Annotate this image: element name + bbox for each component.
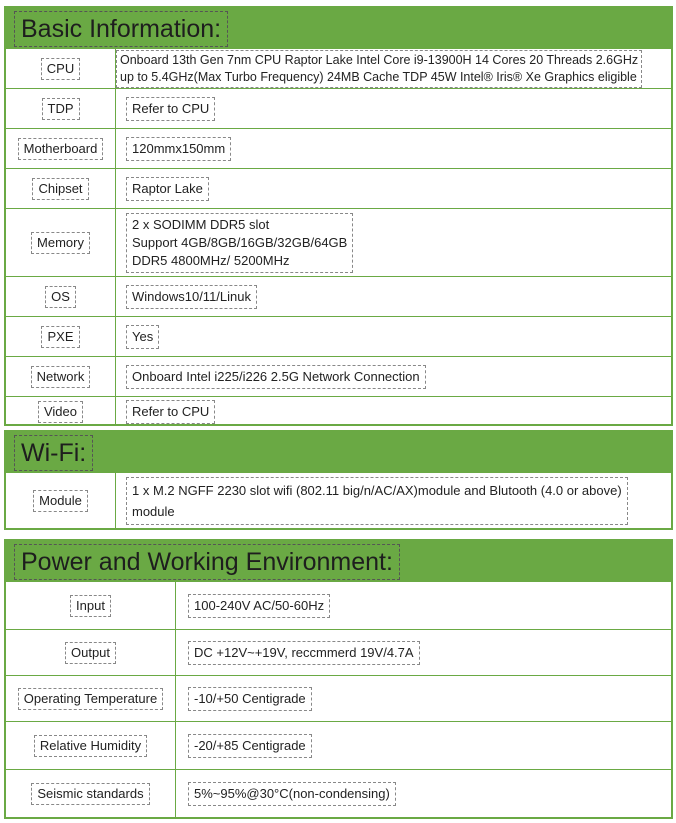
spec-label: Memory (31, 232, 90, 254)
label-cell (6, 582, 176, 629)
spec-row-motherboard (6, 128, 671, 168)
value-cell (116, 169, 671, 208)
spec-row-pxe (6, 316, 671, 356)
spec-row-network (6, 356, 671, 396)
value-cell (116, 49, 671, 88)
label-cell (6, 169, 116, 208)
spec-label: CPU (41, 58, 80, 80)
value-cell (176, 630, 671, 675)
spec-value: Refer to CPU (126, 400, 215, 424)
spec-value-line: up to 5.4GHz(Max Turbo Frequency) 24MB Cache TDP 45W Intel® Iris® Xe Graphics eligible (120, 69, 637, 84)
section-title: Power and Working Environment: (14, 544, 400, 580)
spec-label: Chipset (32, 178, 88, 200)
spec-row-tdp (6, 88, 671, 128)
label-cell (6, 676, 176, 721)
label-cell (6, 129, 116, 168)
value-cell (116, 277, 671, 316)
spec-value: Windows10/11/Linuk (126, 285, 257, 309)
spec-label: Operating Temperature (18, 688, 163, 710)
section-header (6, 8, 671, 48)
label-cell (6, 770, 176, 817)
spec-label: Network (31, 366, 91, 388)
spec-row-cpu (6, 48, 671, 88)
spec-value-line: Onboard 13th Gen 7nm CPU Raptor Lake Intel Core i9-13900H 14 Cores 20 Threads 2.6GHz (120, 52, 639, 67)
spec-value: 120mmx150mm (126, 137, 231, 161)
value-cell (116, 357, 671, 396)
spec-label: Module (33, 490, 88, 512)
label-cell (6, 317, 116, 356)
spec-label: OS (45, 286, 76, 308)
label-cell (6, 209, 116, 276)
spec-value: -20/+85 Centigrade (188, 734, 312, 758)
spec-value (116, 50, 642, 88)
spec-row-os (6, 276, 671, 316)
spec-label: Seismic standards (31, 783, 149, 805)
value-cell (176, 582, 671, 629)
label-cell (6, 277, 116, 316)
spec-label: Video (38, 401, 83, 423)
spec-value: Refer to CPU (126, 97, 215, 121)
section-header (6, 541, 671, 581)
section-power-environment (4, 539, 673, 819)
section-title: Wi-Fi: (14, 435, 93, 471)
spec-row-module (6, 472, 671, 528)
spec-label: Input (70, 595, 111, 617)
label-cell (6, 630, 176, 675)
spec-row-relative-humidity (6, 721, 671, 769)
spec-value: 5%~95%@30°C(non-condensing) (188, 782, 396, 806)
spec-row-video (6, 396, 671, 426)
spec-value: -10/+50 Centigrade (188, 687, 312, 711)
spec-label: Relative Humidity (34, 735, 147, 757)
spec-label: Motherboard (18, 138, 104, 160)
spec-value (126, 213, 353, 273)
label-cell (6, 473, 116, 528)
spec-row-chipset (6, 168, 671, 208)
spec-value (126, 477, 628, 525)
value-cell (176, 770, 671, 817)
spec-value: 100-240V AC/50-60Hz (188, 594, 330, 618)
value-cell (116, 397, 671, 426)
spec-label: PXE (41, 326, 79, 348)
value-cell (116, 317, 671, 356)
value-cell (176, 722, 671, 769)
value-cell (116, 209, 671, 276)
spec-row-operating-temperature (6, 675, 671, 721)
spec-value-line: DDR5 4800MHz/ 5200MHz (132, 252, 290, 268)
label-cell (6, 397, 116, 426)
spec-row-input (6, 581, 671, 629)
label-cell (6, 49, 116, 88)
spec-value: Yes (126, 325, 159, 349)
spec-value-line: 2 x SODIMM DDR5 slot (132, 216, 270, 232)
spec-row-memory (6, 208, 671, 276)
spec-row-seismic-standards (6, 769, 671, 817)
spec-value-line: 1 x M.2 NGFF 2230 slot wifi (802.11 big/n/AC/AX)module and Blutooth (4.0 or above) (132, 482, 622, 498)
value-cell (116, 129, 671, 168)
section-header (6, 432, 671, 472)
label-cell (6, 722, 176, 769)
section-title: Basic Information: (14, 11, 228, 47)
value-cell (176, 676, 671, 721)
spec-value-line: module (132, 503, 175, 519)
spec-label: Output (65, 642, 116, 664)
section-wifi (4, 430, 673, 530)
section-basic-information (4, 6, 673, 426)
spec-value: Onboard Intel i225/i226 2.5G Network Connection (126, 365, 426, 389)
spec-row-output (6, 629, 671, 675)
spec-value-line: Support 4GB/8GB/16GB/32GB/64GB (132, 234, 348, 250)
label-cell (6, 357, 116, 396)
spec-label: TDP (42, 98, 80, 120)
spec-value: DC +12V~+19V, reccmmerd 19V/4.7A (188, 641, 420, 665)
spec-value: Raptor Lake (126, 177, 209, 201)
value-cell (116, 89, 671, 128)
label-cell (6, 89, 116, 128)
value-cell (116, 473, 671, 528)
